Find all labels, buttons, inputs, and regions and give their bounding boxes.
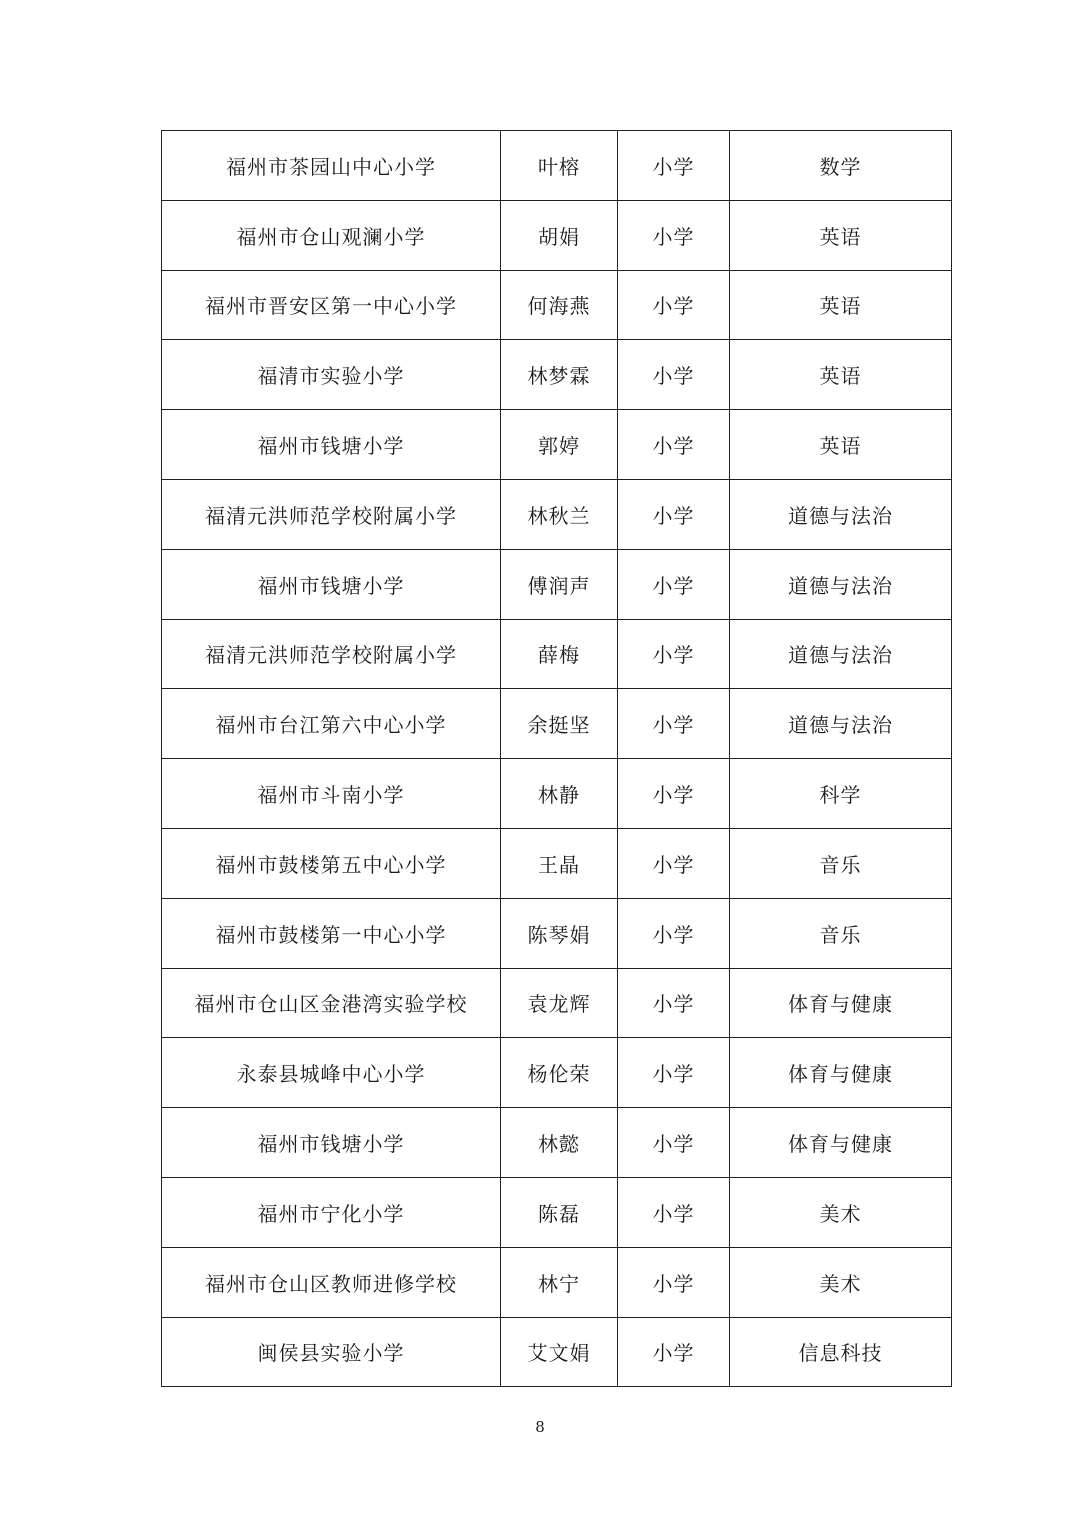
teacher-name-cell: 陈磊	[501, 1177, 618, 1247]
school-level-cell: 小学	[618, 828, 730, 898]
school-level-cell: 小学	[618, 1177, 730, 1247]
table-row	[162, 828, 952, 898]
table-row	[162, 549, 952, 619]
school-level-cell: 小学	[618, 1038, 730, 1108]
subject-cell: 科学	[730, 759, 952, 829]
school-level-cell: 小学	[618, 759, 730, 829]
table-row	[162, 200, 952, 270]
school-cell: 闽侯县实验小学	[162, 1317, 501, 1387]
subject-cell: 体育与健康	[730, 968, 952, 1038]
subject-cell: 道德与法治	[730, 689, 952, 759]
school-cell: 福州市仓山观澜小学	[162, 200, 501, 270]
table-row	[162, 619, 952, 689]
school-level-cell: 小学	[618, 1247, 730, 1317]
school-level-cell: 小学	[618, 898, 730, 968]
subject-cell: 道德与法治	[730, 619, 952, 689]
teacher-name-cell: 何海燕	[501, 270, 618, 340]
table-row	[162, 479, 952, 549]
school-cell: 福清元洪师范学校附属小学	[162, 619, 501, 689]
school-level-cell: 小学	[618, 619, 730, 689]
school-cell: 福州市钱塘小学	[162, 410, 501, 480]
school-level-cell: 小学	[618, 479, 730, 549]
teacher-name-cell: 林宁	[501, 1247, 618, 1317]
school-cell: 福州市钱塘小学	[162, 1108, 501, 1178]
teacher-name-cell: 林静	[501, 759, 618, 829]
subject-cell: 音乐	[730, 898, 952, 968]
table-body	[162, 131, 952, 1387]
table-row	[162, 410, 952, 480]
table-row	[162, 340, 952, 410]
school-cell: 福州市茶园山中心小学	[162, 131, 501, 201]
teacher-name-cell: 林梦霖	[501, 340, 618, 410]
school-cell: 福清市实验小学	[162, 340, 501, 410]
subject-cell: 道德与法治	[730, 549, 952, 619]
table-row	[162, 898, 952, 968]
table-row	[162, 1038, 952, 1108]
school-cell: 永泰县城峰中心小学	[162, 1038, 501, 1108]
school-level-cell: 小学	[618, 131, 730, 201]
subject-cell: 英语	[730, 410, 952, 480]
table-row	[162, 1247, 952, 1317]
teacher-name-cell: 杨伦荣	[501, 1038, 618, 1108]
school-cell: 福州市仓山区金港湾实验学校	[162, 968, 501, 1038]
teacher-name-cell: 艾文娟	[501, 1317, 618, 1387]
school-cell: 福州市仓山区教师进修学校	[162, 1247, 501, 1317]
page-number: 8	[535, 1418, 545, 1436]
subject-cell: 英语	[730, 270, 952, 340]
teacher-name-cell: 胡娟	[501, 200, 618, 270]
school-cell: 福州市宁化小学	[162, 1177, 501, 1247]
subject-cell: 信息科技	[730, 1317, 952, 1387]
table-row	[162, 270, 952, 340]
subject-cell: 美术	[730, 1177, 952, 1247]
school-level-cell: 小学	[618, 270, 730, 340]
subject-cell: 道德与法治	[730, 479, 952, 549]
school-level-cell: 小学	[618, 340, 730, 410]
subject-cell: 英语	[730, 200, 952, 270]
table-row	[162, 1108, 952, 1178]
subject-cell: 音乐	[730, 828, 952, 898]
school-level-cell: 小学	[618, 689, 730, 759]
subject-cell: 美术	[730, 1247, 952, 1317]
school-level-cell: 小学	[618, 1108, 730, 1178]
school-cell: 福州市斗南小学	[162, 759, 501, 829]
teacher-name-cell: 林懿	[501, 1108, 618, 1178]
school-cell: 福州市晋安区第一中心小学	[162, 270, 501, 340]
teacher-name-cell: 陈琴娟	[501, 898, 618, 968]
school-cell: 福州市钱塘小学	[162, 549, 501, 619]
subject-cell: 数学	[730, 131, 952, 201]
school-level-cell: 小学	[618, 200, 730, 270]
teacher-name-cell: 叶榕	[501, 131, 618, 201]
school-cell: 福州市鼓楼第五中心小学	[162, 828, 501, 898]
teacher-name-cell: 傅润声	[501, 549, 618, 619]
subject-cell: 英语	[730, 340, 952, 410]
teacher-name-cell: 林秋兰	[501, 479, 618, 549]
teacher-roster-table	[161, 130, 952, 1387]
teacher-name-cell: 袁龙辉	[501, 968, 618, 1038]
subject-cell: 体育与健康	[730, 1038, 952, 1108]
teacher-name-cell: 郭婷	[501, 410, 618, 480]
teacher-name-cell: 薛梅	[501, 619, 618, 689]
school-level-cell: 小学	[618, 410, 730, 480]
table-row	[162, 689, 952, 759]
subject-cell: 体育与健康	[730, 1108, 952, 1178]
table-row	[162, 759, 952, 829]
school-cell: 福州市鼓楼第一中心小学	[162, 898, 501, 968]
table-row	[162, 1317, 952, 1387]
school-level-cell: 小学	[618, 549, 730, 619]
school-level-cell: 小学	[618, 968, 730, 1038]
table-row	[162, 968, 952, 1038]
teacher-name-cell: 余挺坚	[501, 689, 618, 759]
school-cell: 福州市台江第六中心小学	[162, 689, 501, 759]
school-level-cell: 小学	[618, 1317, 730, 1387]
table-row	[162, 131, 952, 201]
school-cell: 福清元洪师范学校附属小学	[162, 479, 501, 549]
table-row	[162, 1177, 952, 1247]
teacher-name-cell: 王晶	[501, 828, 618, 898]
